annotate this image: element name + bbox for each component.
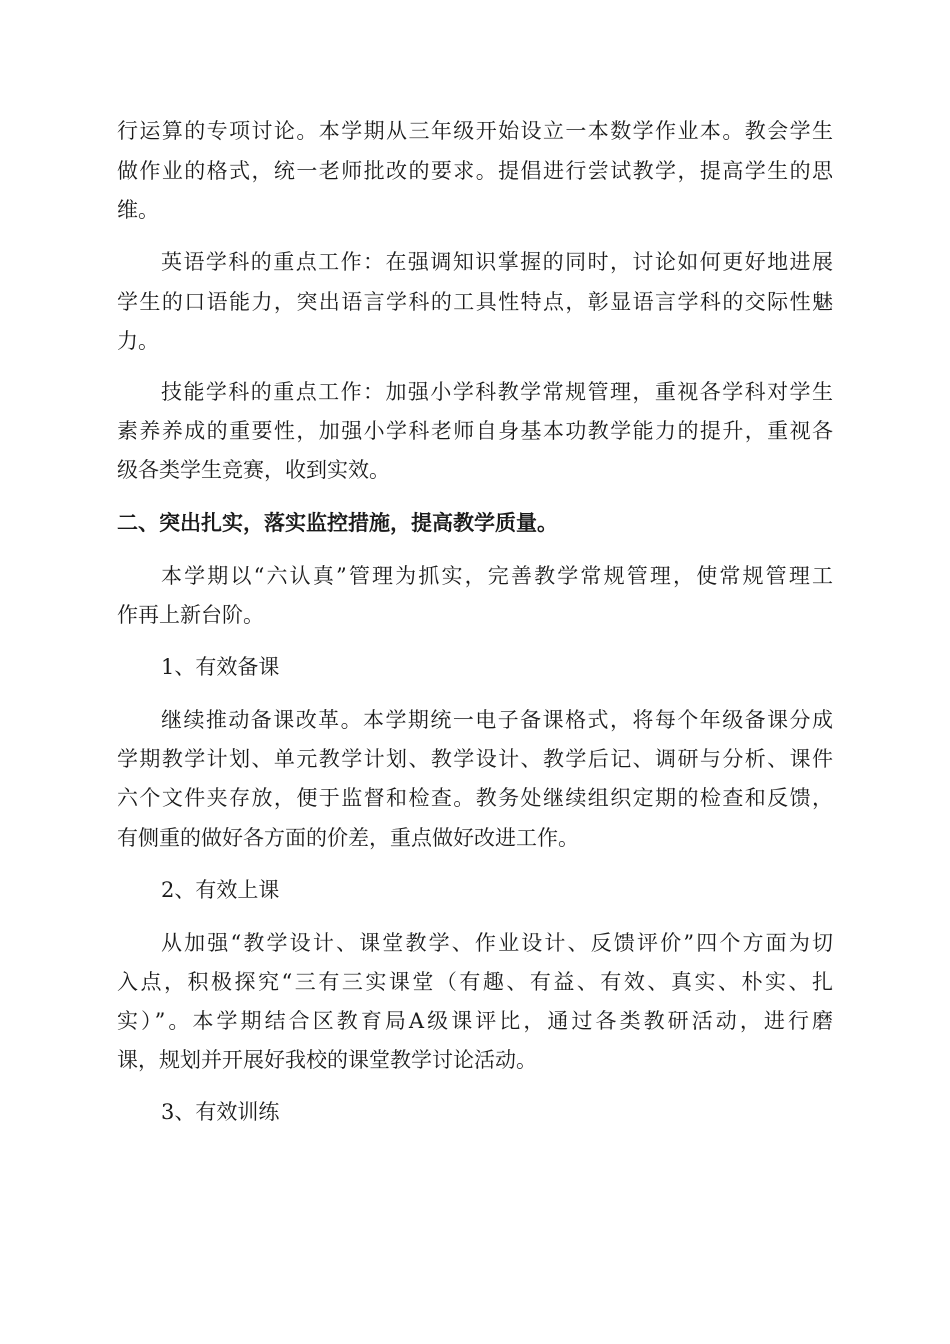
paragraph-line: 做作业的格式，统一老师批改的要求。提倡进行尝试教学，提高学生的思 <box>117 159 833 183</box>
paragraph-line: 素养养成的重要性，加强小学科老师自身基本功教学能力的提升，重视各 <box>117 419 833 443</box>
paragraph-line: 技能学科的重点工作：加强小学科教学常规管理，重视各学科对学生 <box>161 380 833 404</box>
paragraph-line: 力。 <box>117 329 159 353</box>
paragraph-line: 学生的口语能力，突出语言学科的工具性特点，彰显语言学科的交际性魅 <box>117 290 833 314</box>
paragraph-line: 课，规划并开展好我校的课堂教学讨论活动。 <box>117 1048 537 1072</box>
paragraph-line: 有侧重的做好各方面的价差，重点做好改进工作。 <box>117 826 579 850</box>
paragraph-line: 本学期以“六认真”管理为抓实，完善教学常规管理，使常规管理工 <box>161 564 833 588</box>
paragraph-line: 作再上新台阶。 <box>117 603 264 627</box>
paragraph-line: 继续推动备课改革。本学期统一电子备课格式，将每个年级备课分成 <box>161 708 833 732</box>
paragraph-line: 维。 <box>117 198 159 222</box>
paragraph-line: 英语学科的重点工作：在强调知识掌握的同时，讨论如何更好地进展 <box>161 250 833 274</box>
subheading: 1、有效备课 <box>161 655 280 679</box>
paragraph-line: 入点，积极探究“三有三实课堂（有趣、有益、有效、真实、朴实、扎 <box>117 970 833 994</box>
paragraph-line: 六个文件夹存放，便于监督和检查。教务处继续组织定期的检查和反馈， <box>117 786 833 810</box>
subheading: 3、有效训练 <box>161 1100 280 1124</box>
paragraph-line: 学期教学计划、单元教学计划、教学设计、教学后记、调研与分析、课件 <box>117 747 833 771</box>
paragraph-line: 从加强“教学设计、课堂教学、作业设计、反馈评价”四个方面为切 <box>161 931 833 955</box>
paragraph-line: 级各类学生竞赛，收到实效。 <box>117 458 390 482</box>
section-heading: 二、突出扎实，落实监控措施，提高教学质量。 <box>117 510 558 535</box>
paragraph-line: 行运算的专项讨论。本学期从三年级开始设立一本数学作业本。教会学生 <box>117 119 833 143</box>
paragraph-line: 实）”。本学期结合区教育局A级课评比，通过各类教研活动，进行磨 <box>117 1009 833 1033</box>
subheading: 2、有效上课 <box>161 878 280 902</box>
